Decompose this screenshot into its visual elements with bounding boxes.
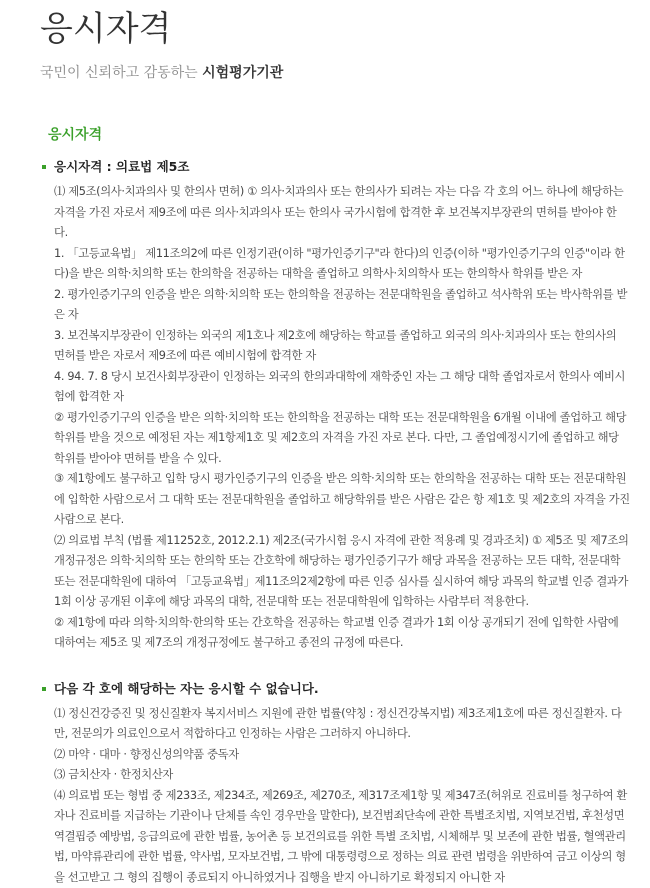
paragraph: ② 평가인증기구의 인증을 받은 의학·치의학 또는 한의학을 전공하는 대학 또는 전문대학원을 6개월 이내에 졸업하고 해당 학위를 받을 것으로 예정된 자는 제1항제1호 및 제2호의 자격을 가진 자로 본다. 다만, 그 졸업예정시기에 졸업하고 해당 학위를 받아야 면허를 받을 수 있다. xyxy=(54,408,630,470)
paragraph: ③ 제1항에도 불구하고 입학 당시 평가인증기구의 인증을 받은 의학·치의학 또는 한의학을 전공하는 대학 또는 전문대학원에 입학한 사람으로서 그 대학 또는 전문대학원을 졸업하고 해당학위를 받은 사람은 같은 항 제1호 및 제2호의 자격을 가진 사람으로 본다. xyxy=(54,469,630,531)
paragraph: 1. 「고등교육법」 제11조의2에 따른 인정기관(이하 "평가인증기구"라 한다)의 인증(이하 "평가인증기구의 인증"이라 한다)을 받은 의학·치의학 또는 한의학을 전공하는 대학을 졸업하고 의학사·치의학사 또는 한의학사 학위를 받은 자 xyxy=(54,244,630,285)
paragraph: ② 제1항에 따라 의학·치의학·한의학 또는 간호학을 전공하는 학교별 인증 결과가 1회 이상 공개되기 전에 입학한 사람에 대하여는 제5조 및 제7조의 개정규정에도 불구하고 종전의 규정에 따른다. xyxy=(54,613,630,654)
disqualification-title xyxy=(40,680,650,698)
paragraph: 4. 94. 7. 8 당시 보건사회부장관이 인정하는 외국의 한의과대학에 재학중인 자는 그 해당 대학 졸업자로서 한의사 예비시험에 합격한 자 xyxy=(54,367,630,408)
square-bullet-icon xyxy=(42,165,46,169)
paragraph: ⑶ 금치산자 · 한정치산자 xyxy=(54,765,630,786)
qualification-title xyxy=(40,158,650,176)
paragraph: 3. 보건복지부장관이 인정하는 외국의 제1호나 제2호에 해당하는 학교를 졸업하고 외국의 의사·치과의사 또는 한의사의 면허를 받은 자로서 제9조에 따른 예비시험에 합격한 자 xyxy=(54,326,630,367)
square-bullet-icon xyxy=(42,687,46,691)
qualification-title-text: 응시자격 : 의료법 제5조 xyxy=(54,159,189,174)
paragraph: ⑵ 의료법 부칙 (법률 제11252호, 2012.2.1) 제2조(국가시험 응시 자격에 관한 적용례 및 경과조치) ① 제5조 및 제7조의 개정규정은 의학·치의학 또는 한의학 또는 간호학에 해당하는 평가인증기구가 해당 과목을 전공하는 모든 대학, 전문대학 또는 전문대학원에 대하여 「고등교육법」제11조의2제2항에 따른 인증 심사를 실시하여 해당 과목의 학교별 인증 결과가 1회 이상 공개된 이후에 해당 과목의 대학, 전문대학 또는 전문대학원에 입학하는 사람부터 적용한다. xyxy=(54,531,630,613)
disqualification-body xyxy=(54,704,630,888)
qualification-block xyxy=(40,158,650,654)
subtitle-emphasis: 시험평가기관 xyxy=(202,65,283,81)
page-subtitle xyxy=(40,64,650,82)
paragraph: ⑴ 제5조(의사·치과의사 및 한의사 면허) ① 의사·치과의사 또는 한의사가 되려는 자는 다음 각 호의 어느 하나에 해당하는 자격을 가진 자로서 제9조에 따른 의사·치과의사 또는 한의사 국가시험에 합격한 후 보건복지부장관의 면허를 받아야 한다. xyxy=(54,182,630,244)
paragraph: ⑷ 의료법 또는 형법 중 제233조, 제234조, 제269조, 제270조, 제317조제1항 및 제347조(허위로 진료비를 청구하여 환자나 진료비를 지급하는 기관이나 단체를 속인 경우만을 말한다), 보건범죄단속에 관한 특별조치법, 지역보건법, 후천성면역결핍증 예방법, 응급의료에 관한 법률, 농어촌 등 보건의료를 위한 특별 조치법, 시체해부 및 보존에 관한 법률, 혈액관리법, 마약류관리에 관한 법률, 약사법, 모자보건법, 그 밖에 대통령령으로 정하는 의료 관련 법령을 위반하여 금고 이상의 형을 선고받고 그 형의 집행이 종료되지 아니하였거나 집행을 받지 아니하기로 확정되지 아니한 자 xyxy=(54,786,630,888)
disqualification-title-text: 다음 각 호에 해당하는 자는 응시할 수 없습니다. xyxy=(54,681,319,696)
paragraph: ⑴ 정신건강증진 및 정신질환자 복지서비스 지원에 관한 법률(약칭 : 정신건강복지법) 제3조제1호에 따른 정신질환자. 다만, 전문의가 의료인으로서 적합하다고 인정하는 사람은 그러하지 아니하다. xyxy=(54,704,630,745)
paragraph: 2. 평가인증기구의 인증을 받은 의학·치의학 또는 한의학을 전공하는 전문대학원을 졸업하고 석사학위 또는 박사학위를 받은 자 xyxy=(54,285,630,326)
paragraph: ⑵ 마약 · 대마 · 향정신성의약품 중독자 xyxy=(54,745,630,766)
subtitle-text: 국민이 신뢰하고 감동하는 xyxy=(40,65,202,81)
section-heading: 응시자격 xyxy=(48,126,650,144)
qualification-body xyxy=(54,182,630,654)
page-title: 응시자격 xyxy=(40,0,650,52)
disqualification-block xyxy=(40,680,650,888)
